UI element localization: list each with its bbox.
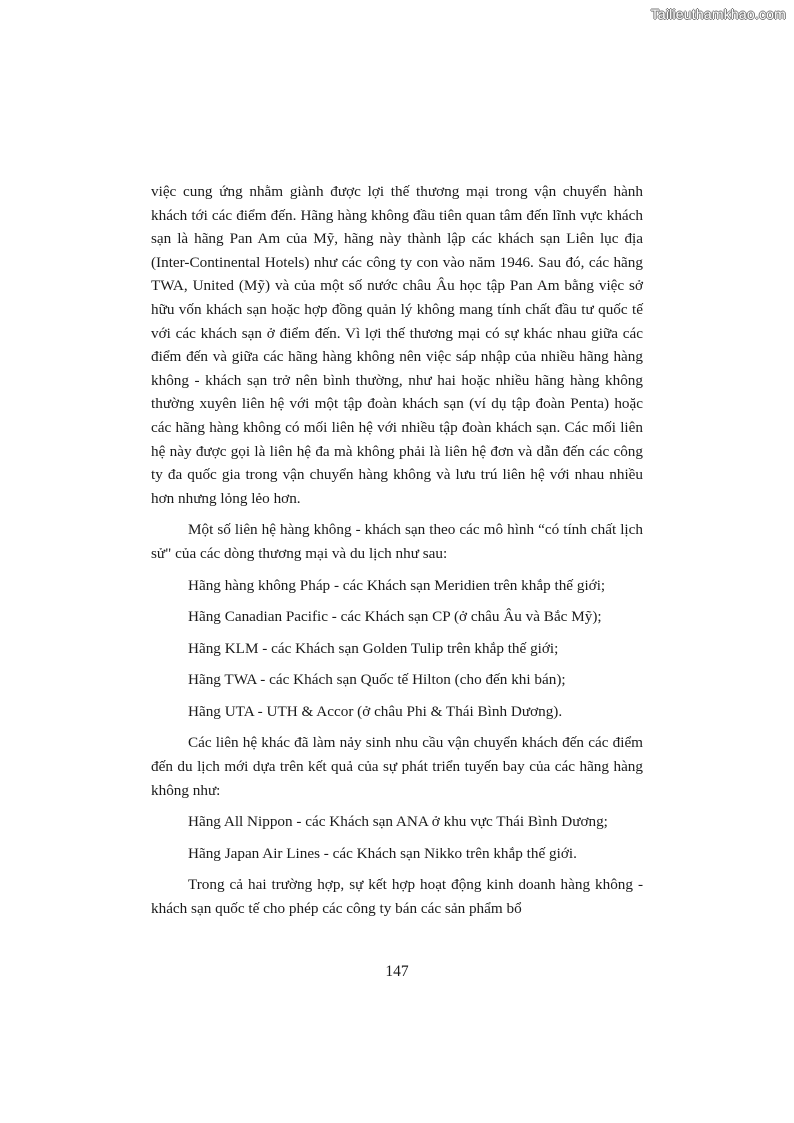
list-item: Hãng Japan Air Lines - các Khách sạn Nikko trên khắp thế giới. xyxy=(188,844,577,862)
list-item: Hãng UTA - UTH & Accor (ở châu Phi & Thái Bình Dương). xyxy=(188,702,563,720)
body-paragraph: Một số liên hệ hàng không - khách sạn theo các mô hình “có tính chất lịch sử" của các dòng thương mại và du lịch như sau: xyxy=(151,521,643,562)
body-paragraph: việc cung ứng nhằm giành được lợi thế thương mại trong vận chuyển hành khách tới các điểm đến. Hãng hàng không đầu tiên quan tâm đến lĩnh vực khách sạn là hãng Pan Am của Mỹ, hãng này thành lập các khách sạn Liên lục địa (Inter-Continental Hotels) như các công ty con vào năm 1946. Sau đó, các hãng TWA, United (Mỹ) và của một số nước châu Âu học tập Pan Am bằng việc sở hữu vốn khách sạn hoặc hợp đồng quản lý không mang tính chất đầu tư quốc tế với các khách sạn ở điểm đến. Vì lợi thế thương mại có sự khác nhau giữa các điểm đến và giữa các hãng hàng không nên việc sáp nhập của nhiều hãng hàng không - khách sạn trở nên bình thường, như hai hoặc nhiều hãng hàng không thường xuyên liên hệ với một tập đoàn khách sạn (ví dụ tập đoàn Penta) hoặc các hãng hàng không có mối liên hệ với nhiều tập đoàn khách sạn. Các mối liên hệ này được gọi là liên hệ đa mà không phải là liên hệ đơn và dẫn đến các công ty đa quốc gia trong vận chuyển hàng không và lưu trú liên hệ với nhau nhiều hơn nhưng lỏng lẻo hơn. xyxy=(151,183,643,507)
list-item: Hãng All Nippon - các Khách sạn ANA ở khu vực Thái Bình Dương; xyxy=(188,813,608,831)
list-item: Hãng KLM - các Khách sạn Golden Tulip trên khắp thế giới; xyxy=(188,639,559,657)
page-body xyxy=(151,180,643,921)
watermark: Tailieuthamkhao.com xyxy=(650,6,786,22)
list-item: Hãng Canadian Pacific - các Khách sạn CP (ở châu Âu và Bắc Mỹ); xyxy=(188,608,602,626)
body-paragraph: Trong cả hai trường hợp, sự kết hợp hoạt động kinh doanh hàng không - khách sạn quốc tế cho phép các công ty bán các sản phẩm bổ xyxy=(151,876,643,918)
body-paragraph: Các liên hệ khác đã làm nảy sinh nhu cầu vận chuyển khách đến các điểm đến du lịch mới dựa trên kết quả của sự phát triển tuyến bay của các hãng hàng không như: xyxy=(151,734,643,799)
list-item: Hãng hàng không Pháp - các Khách sạn Meridien trên khắp thế giới; xyxy=(188,576,606,594)
list-item: Hãng TWA - các Khách sạn Quốc tế Hilton (cho đến khi bán); xyxy=(188,671,566,689)
page-number: 147 xyxy=(385,963,409,980)
